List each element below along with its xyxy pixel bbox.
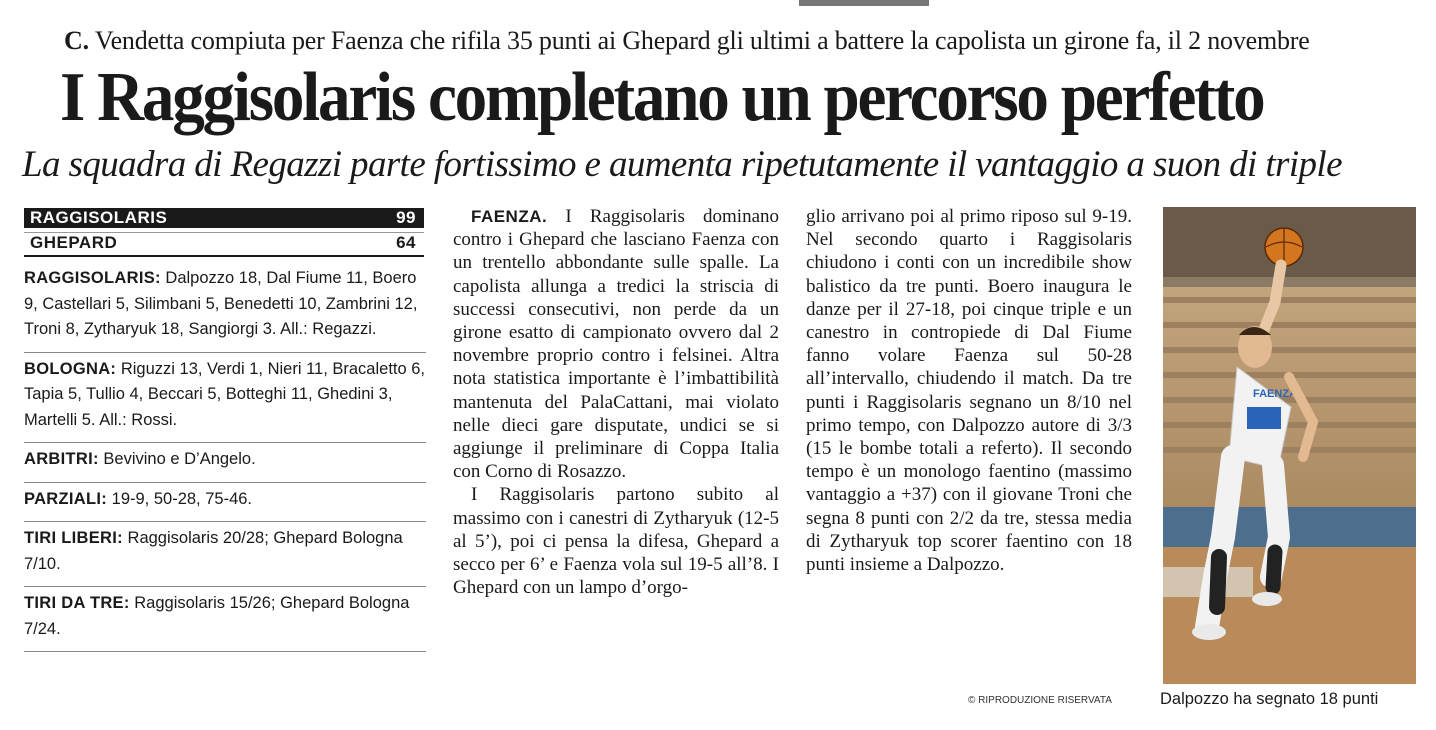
kicker: [64, 24, 1394, 58]
article-column-2: [806, 205, 1132, 715]
score-row-home: [24, 208, 424, 228]
article-paragraph: glio arrivano poi al primo riposo sul 9-19. Nel secondo quarto i Raggisolaris chiudono i conti con un incredibile show balistico da tre punti. Boero inaugura le danze per il 27-18, poi cinque triple e un canestro in contropiede di Dal Fiume fanno volare Faenza sul 50-28 all’intervallo, chiudendo il match. Da tre punti i Raggisolaris segnano un 8/10 nel primo tempo, con Dalpozzo autore di 3/3 (15 le bombe totali a referto). Il secondo tempo è un monologo faentino (massimo vantaggio a +37) con il giovane Troni che segna 8 punti con 2/2 da tre, stessa media di Zytharyuk top scorer faentino con 18 punti insieme a Dalpozzo.: [806, 206, 1132, 576]
stat-text: Dalpozzo 18, Dal Fiume 11, Boero 9, Castellari 5, Silimbani 5, Benedetti 10, Zambrini 12, Troni 8, Zytharyuk 18, Sangiorgi 3. All.: Regazzi.: [24, 269, 418, 338]
photo-caption: Dalpozzo ha segnato 18 punti: [1160, 690, 1379, 708]
jersey-text: FAENZA: [1253, 388, 1297, 400]
score-team: RAGGISOLARIS: [30, 208, 168, 227]
stats-box: [24, 262, 426, 712]
stat-referees: [24, 443, 426, 483]
stat-text: Riguzzi 13, Verdi 1, Nieri 11, Bracaletto 6, Tapia 5, Tullio 4, Beccari 5, Botteghi 11, Ghedini 3, Martelli 5. All.: Rossi.: [24, 359, 426, 429]
stat-label: TIRI LIBERI:: [24, 529, 123, 547]
copyright-notice: © RIPRODUZIONE RISERVATA: [968, 695, 1112, 706]
player-photo: [1163, 207, 1416, 684]
stat-label: TIRI DA TRE:: [24, 594, 130, 612]
stat-label: BOLOGNA:: [24, 359, 117, 378]
top-rule: [799, 0, 929, 6]
article-paragraph: [453, 205, 779, 483]
stat-text: Raggisolaris 20/28; Ghepard Bologna 7/10.: [24, 529, 403, 573]
stat-away-players: [24, 353, 426, 444]
score-points: 99: [396, 208, 416, 227]
kicker-text: Vendetta compiuta per Faenza che rifila 35 punti ai Ghepard gli ultimi a battere la capolista un girone fa, il 2 novembre: [94, 26, 1310, 55]
basketball-player-image: [1163, 207, 1416, 684]
stat-text: Raggisolaris 15/26; Ghepard Bologna 7/24.: [24, 594, 410, 638]
kicker-tag: C.: [64, 26, 89, 55]
stat-three-pointers: [24, 587, 426, 652]
stat-home-players: [24, 262, 426, 353]
stat-free-throws: [24, 522, 426, 587]
score-points: 64: [396, 233, 416, 252]
stat-text: 19-9, 50-28, 75-46.: [111, 489, 253, 508]
article-paragraph: I Raggisolaris partono subito al massimo con i canestri di Zytharyuk (12-5 al 5’), poi ci pensa la difesa, Ghepard a secco per 6’ e Faenza vola sul 19-5 all’8. I Ghepard con un lampo d’orgo-: [453, 484, 779, 599]
score-team: GHEPARD: [30, 233, 118, 252]
paragraph-text: I Raggisolaris dominano contro i Ghepard che lasciano Faenza con un trentello abbondante sulle spalle. La capolista allunga a tredici la striscia di successi consecutivi, non perde da un girone esatto di campionato ovvero dal 2 novembre proprio contro i felsinei. Altra nota statistica importante è l’imbattibilità mantenuta del PalaCattani, mai violato nelle dieci gare disputate, undici se si aggiunge il preliminare di Coppa Italia con Corno di Rosazzo.: [453, 206, 780, 483]
stat-partials: [24, 483, 426, 523]
headline: I Raggisolaris completano un percorso perfetto: [60, 59, 1264, 136]
stat-label: ARBITRI:: [24, 450, 99, 468]
score-row-away: [24, 232, 424, 257]
stat-label: RAGGISOLARIS:: [24, 269, 161, 287]
article-column-1: [453, 205, 779, 715]
subheadline: La squadra di Regazzi parte fortissimo e aumenta ripetutamente il vantaggio a suon di triple: [22, 144, 1342, 185]
dateline: FAENZA.: [471, 207, 548, 226]
stat-label: PARZIALI:: [24, 489, 108, 508]
stat-text: Bevivino e D’Angelo.: [103, 450, 256, 468]
